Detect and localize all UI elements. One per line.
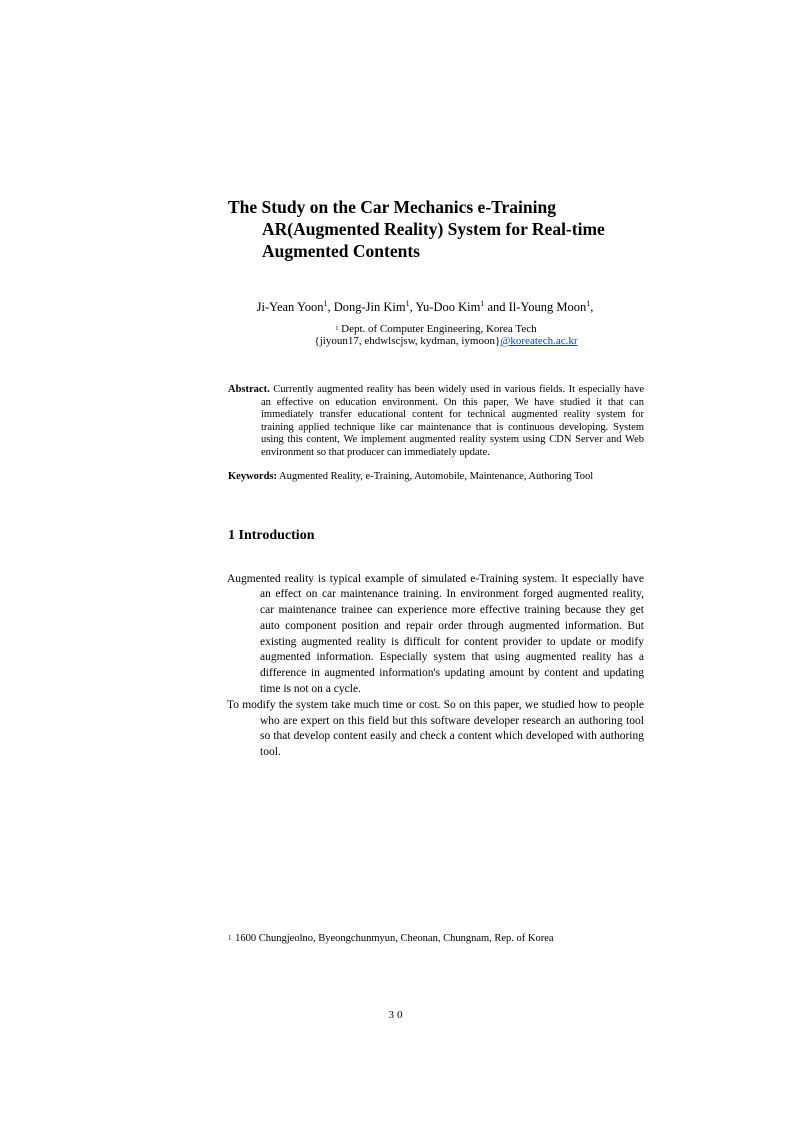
author-name: , Dong-Jin Kim bbox=[327, 300, 406, 314]
page-number: 30 bbox=[388, 1009, 406, 1021]
intro-paragraph-2: To modify the system take much time or cost. So on this paper, we studied how to people who are expert on this field but this software developer research an authoring tool so that develop content easily and check a content which developed with authoring tool. bbox=[227, 698, 644, 759]
title-line-2: AR(Augmented Reality) System for Real-time bbox=[262, 219, 605, 239]
title-line-3: Augmented Contents bbox=[262, 241, 420, 261]
abstract bbox=[228, 384, 644, 459]
footnote-text: 1600 Chungjeolno, Byeongchunmyun, Cheonan, Chungnam, Rep. of Korea bbox=[232, 933, 554, 944]
author-list bbox=[228, 299, 644, 315]
affiliation-emails bbox=[228, 335, 644, 347]
affiliation-mark: 1 bbox=[335, 326, 339, 332]
author-affil-mark: 1 bbox=[323, 298, 328, 308]
keywords bbox=[228, 471, 644, 484]
author-list-trail: , bbox=[590, 300, 594, 314]
abstract-label: Abstract. bbox=[228, 384, 270, 395]
author-affil-mark: 1 bbox=[480, 298, 485, 308]
keywords-text: Augmented Reality, e-Training, Automobile, Maintenance, Authoring Tool bbox=[277, 471, 594, 482]
author-name: , Yu-Doo Kim bbox=[409, 300, 481, 314]
footnote bbox=[228, 932, 554, 945]
abstract-text: Currently augmented reality has been widely used in various fields. It especially have an effective on education environment. On this paper, We have studied it that can immediately transfer educational content for technical augmented reality system for training applied technique like car maintenance that is continuous developing. System using this content, We implement augmented reality system using CDN Server and Web environment so that producer can immediately update. bbox=[261, 384, 644, 458]
paper-page bbox=[228, 196, 644, 761]
author-affil-mark: 1 bbox=[586, 298, 591, 308]
affiliation-dept-text: Dept. of Computer Engineering, Korea Tech bbox=[338, 323, 537, 335]
author-name: and Il-Young Moon bbox=[484, 300, 587, 314]
author-name: Ji-Yean Yoon bbox=[256, 300, 324, 314]
author-affil-mark: 1 bbox=[405, 298, 410, 308]
paper-title bbox=[228, 196, 644, 262]
title-line-1: The Study on the Car Mechanics e-Training bbox=[228, 197, 556, 217]
email-domain-link[interactable]: @koreatech.ac.kr bbox=[500, 335, 578, 347]
affiliation-dept bbox=[228, 323, 644, 335]
footnote-mark: 1 bbox=[228, 934, 232, 942]
keywords-label: Keywords: bbox=[228, 471, 277, 482]
affiliation bbox=[228, 323, 644, 347]
email-list: {jiyoun17, ehdwlscjsw, kydman, iymoon} bbox=[314, 335, 501, 347]
intro-paragraph-1: Augmented reality is typical example of simulated e-Training system. It especially have an effect on car maintenance training. In environment forged augmented reality, car maintenance trainee can experience more effective training because they get auto component position and repair order through augmented information. But existing augmented reality is difficult for content provider to update or modify augmented information. Especially system that using augmented reality has a difference in augmented information's updating amount by content and updating time is not on a cycle. bbox=[227, 572, 644, 696]
section-heading-introduction: 1 Introduction bbox=[228, 527, 315, 543]
introduction-body bbox=[228, 572, 644, 762]
